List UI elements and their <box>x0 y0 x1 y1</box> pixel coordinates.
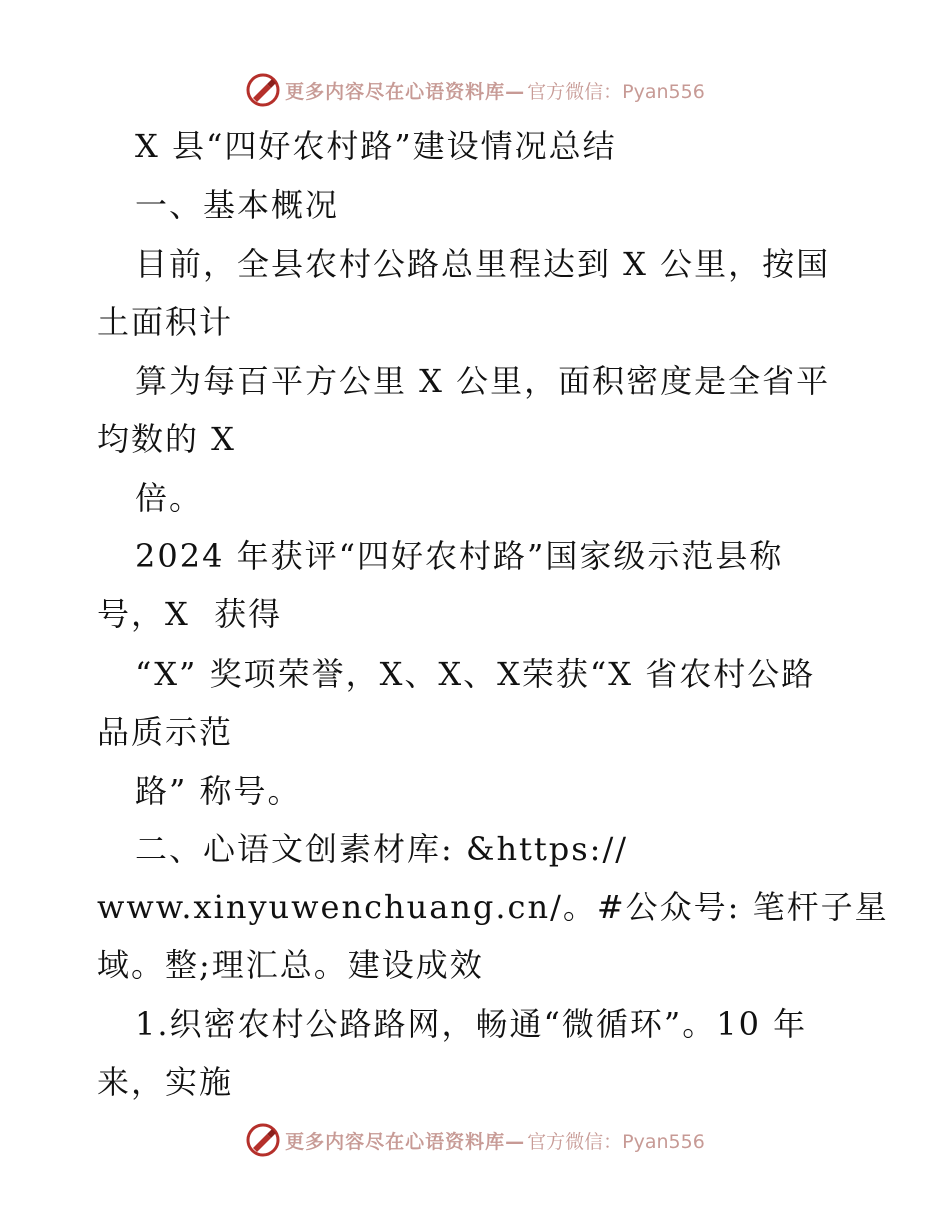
section-heading: 二、心语文创素材库: &https:// <box>135 830 629 868</box>
footer-watermark-text: 更多内容尽在心语资料库— <box>285 1130 526 1153</box>
body-line: 路” 称号。 <box>135 772 302 810</box>
body-line: 土面积计 <box>97 303 234 341</box>
body-line: 域。整;理汇总。建设成效 <box>97 946 484 984</box>
header-watermark-text: 更多内容尽在心语资料库— <box>285 80 526 103</box>
footer-watermark-contact: 官方微信：Pyan556 <box>527 1130 705 1153</box>
section-heading: 一、基本概况 <box>135 186 340 224</box>
pen-logo-icon <box>245 72 281 108</box>
body-line: 品质示范 <box>97 713 234 751</box>
body-line: 倍。 <box>135 479 204 517</box>
body-line: www.xinyuwenchuang.cn/。#公众号: 笔杆子星 <box>97 888 889 926</box>
body-line: 目前，全县农村公路总里程达到 X 公里，按国 <box>135 245 831 283</box>
header-watermark <box>0 70 950 110</box>
header-watermark-contact: 官方微信：Pyan556 <box>527 80 705 103</box>
body-line: 号，X 获得 <box>97 595 283 633</box>
document-title: X 县“四好农村路”建设情况总结 <box>135 127 617 165</box>
footer-watermark <box>0 1120 950 1160</box>
body-line: 2024 年获评“四好农村路”国家级示范县称 <box>135 537 784 575</box>
body-line: 1.织密农村公路路网，畅通“微循环”。10 年 <box>135 1005 808 1043</box>
body-line: 均数的 X <box>97 420 236 458</box>
body-line: 算为每百平方公里 X 公里，面积密度是全省平 <box>135 362 831 400</box>
body-line: “X” 奖项荣誉，X、X、X荣获“X 省农村公路 <box>135 655 816 693</box>
pen-logo-icon <box>245 1122 281 1158</box>
body-line: 来，实施 <box>97 1063 234 1101</box>
